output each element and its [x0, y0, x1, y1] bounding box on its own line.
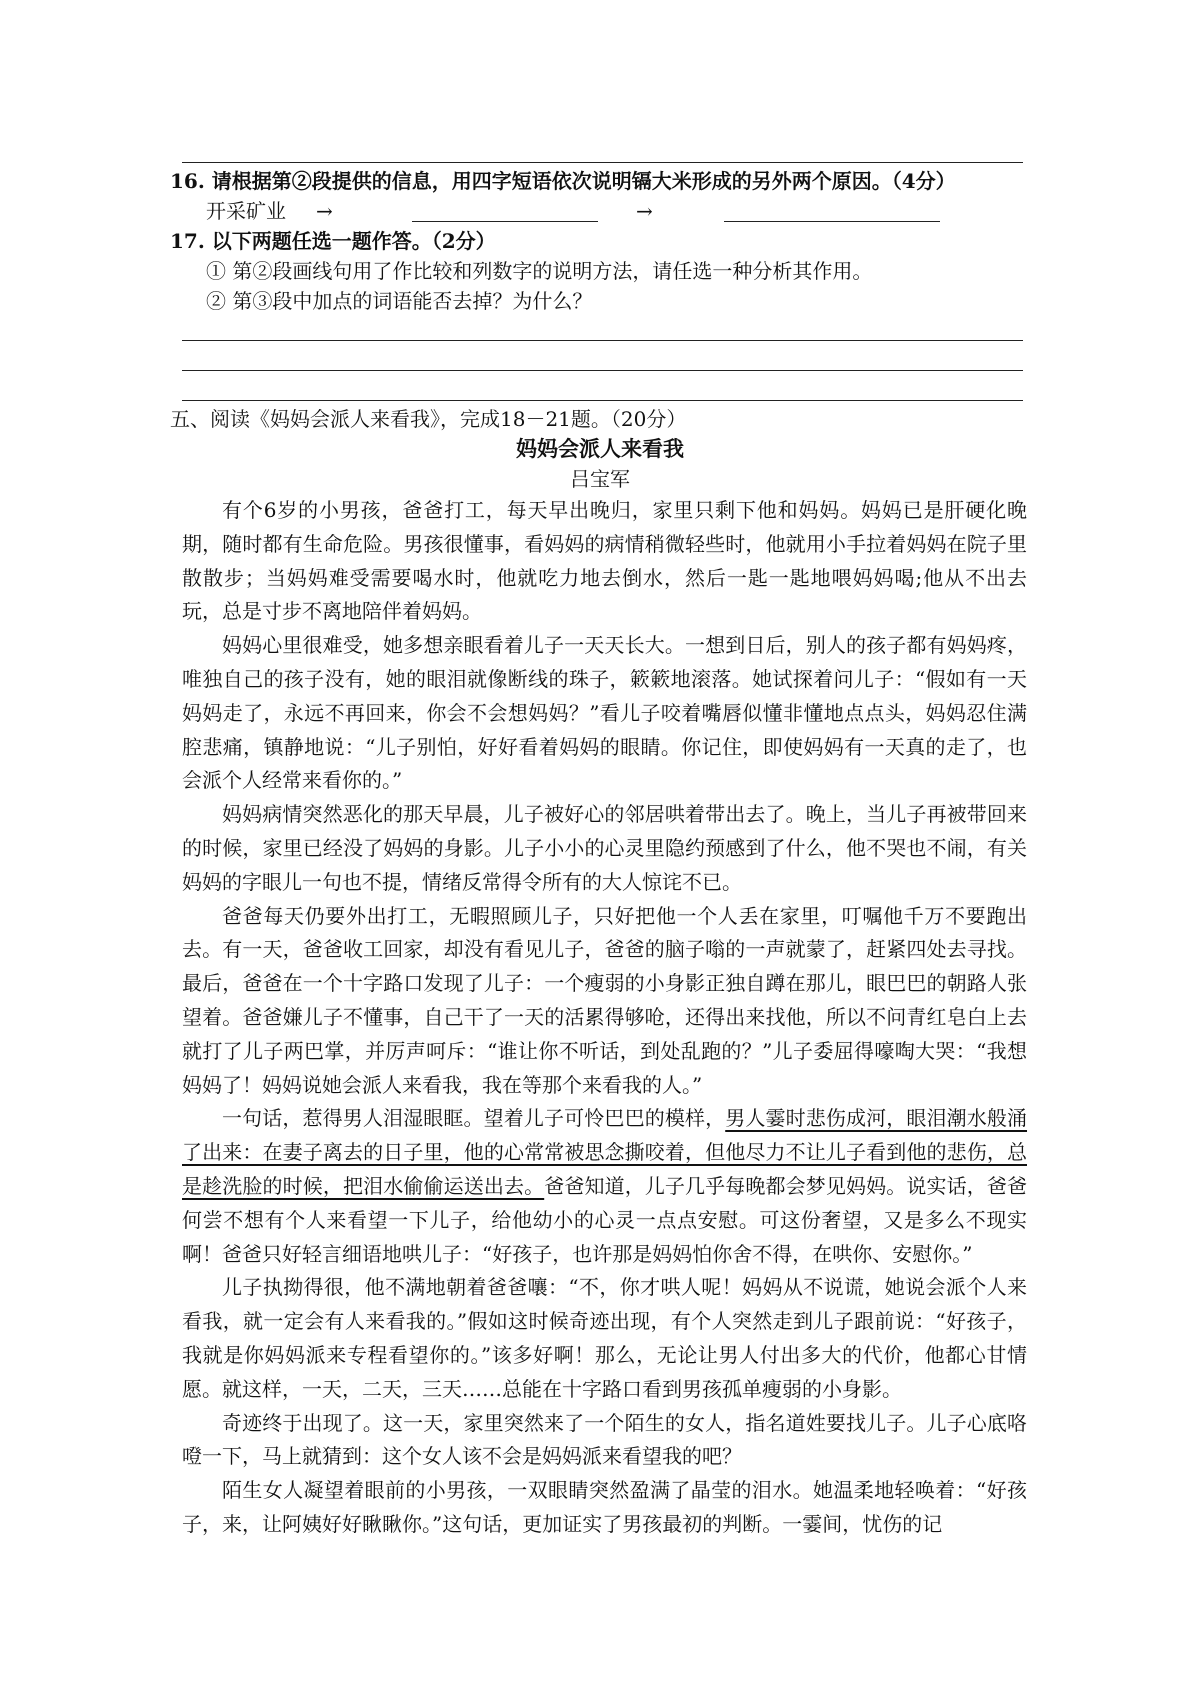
question-17-stem: 17. 以下两题任选一题作答。（2分） [170, 229, 496, 253]
paragraph-4: 爸爸每天仍要外出打工，无暇照顾儿子，只好把他一个人丢在家里，叮嘱他千万不要跑出去。有一天，爸爸收工回家，却没有看见儿子，爸爸的脑子嗡的一声就蒙了，赶紧四处去寻找。最后，爸爸在一个十字路口发现了儿子：一个瘦弱的小身影正独自蹲在那儿，眼巴巴的朝路人张望着。爸爸嫌儿子不懂事，自己干了一天的活累得够呛，还得出来找他，所以不问青红皂白上去就打了儿子两巴掌，并厉声呵斥：“谁让你不听话，到处乱跑的？”儿子委屈得嚎啕大哭：“我想妈妈了！妈妈说她会派人来看我，我在等那个来看我的人。” [182, 903, 1027, 1097]
question-17-option-2: ② 第③段中加点的词语能否去掉？为什么？ [206, 289, 593, 313]
section-5-heading: 五、阅读《妈妈会派人来看我》，完成18－21题。（20分） [170, 407, 687, 431]
paragraph-6: 儿子执拗得很，他不满地朝着爸爸嚷：“不，你才哄人呢！妈妈从不说谎，她说会派个人来看我，就一定会有人来看我的。”假如这时候奇迹出现，有个人突然走到儿子跟前说：“好孩子，我就是你妈妈派来专程看望你的。”该多好啊！那么，无论让男人付出多大的代价，他都心甘情愿。就这样，一天，二天，三天……总能在十字路口看到男孩孤单瘦弱的小身影。 [182, 1275, 1027, 1401]
article-author: 吕宝军 [570, 467, 630, 491]
question-16-start-phrase: 开采矿业 [206, 199, 286, 223]
paragraph-1: 有个6岁的小男孩，爸爸打工，每天早出晚归，家里只剩下他和妈妈。妈妈已是肝硬化晚期，随时都有生命危险。男孩很懂事，看妈妈的病情稍微轻些时，他就用小手拉着妈妈在院子里散散步；当妈妈难受需要喝水时，他就吃力地去倒水，然后一匙一匙地喂妈妈喝;他从不出去玩，总是寸步不离地陪伴着妈妈。 [182, 498, 1027, 624]
question-17-option-1: ① 第②段画线句用了作比较和列数字的说明方法，请任选一种分析其作用。 [206, 259, 873, 283]
paragraph-5 [182, 1102, 1027, 1271]
underlined-sentence: 男人霎时悲伤成河，眼泪潮水般涌了出来：在妻子离去的日子里，他的心常常被思念撕咬着，但他尽力不让儿子看到他的悲伤，总是趁洗脸的时候，把泪水偷偷运送出去。 [182, 1106, 1028, 1198]
answer-blank-1[interactable] [412, 221, 598, 222]
paragraph-2: 妈妈心里很难受，她多想亲眼看着儿子一天天长大。一想到日后，别人的孩子都有妈妈疼，唯独自己的孩子没有，她的眼泪就像断线的珠子，簌簌地滚落。她试探着问儿子：“假如有一天妈妈走了，永远不再回来，你会不会想妈妈？”看儿子咬着嘴唇似懂非懂地点点头，妈妈忍住满腔悲痛，镇静地说：“儿子别怕，好好看着妈妈的眼睛。你记住，即使妈妈有一天真的走了，也会派个人经常来看你的。” [182, 633, 1027, 793]
answer-line-2[interactable] [182, 370, 1023, 371]
top-rule [182, 162, 1023, 163]
answer-line-1[interactable] [182, 340, 1023, 341]
article-title: 妈妈会派人来看我 [516, 436, 684, 461]
paragraph-7: 奇迹终于出现了。这一天，家里突然来了一个陌生的女人，指名道姓要找儿子。儿子心底咯噔一下，马上就猜到：这个女人该不会是妈妈派来看望我的吧？ [182, 1410, 1027, 1469]
arrow-icon: → [636, 199, 653, 223]
answer-blank-2[interactable] [724, 221, 940, 222]
paragraph-8: 陌生女人凝望着眼前的小男孩，一双眼睛突然盈满了晶莹的泪水。她温柔地轻唤着：“好孩子，来，让阿姨好好瞅瞅你。”这句话，更加证实了男孩最初的判断。一霎间，忧伤的记 [182, 1478, 1027, 1536]
article-body [182, 494, 1027, 1542]
paragraph-3: 妈妈病情突然恶化的那天早晨，儿子被好心的邻居哄着带出去了。晚上，当儿子再被带回来的时候，家里已经没了妈妈的身影。儿子小小的心灵里隐约预感到了什么，他不哭也不闹，有关妈妈的字眼儿一句也不提，情绪反常得令所有的大人惊诧不已。 [182, 802, 1027, 894]
paragraph-5-rest: 爸爸知道，儿子几乎每晚都会梦见妈妈。说实话，爸爸何尝不想有个人来看望一下儿子，给他幼小的心灵一点点安慰。可这份奢望，又是多么不现实啊！爸爸只好轻言细语地哄儿子：“好孩子，也许那是妈妈怕你舍不得，在哄你、安慰你。” [182, 1173, 1028, 1266]
arrow-icon: → [316, 199, 333, 223]
paragraph-5-lead: 一句话，惹得男人泪湿眼眶。望着儿子可怜巴巴的模样， [222, 1106, 726, 1131]
answer-line-3[interactable] [182, 400, 1023, 401]
question-16-stem: 16. 请根据第②段提供的信息，用四字短语依次说明镉大米形成的另外两个原因。（4分） [170, 169, 956, 193]
